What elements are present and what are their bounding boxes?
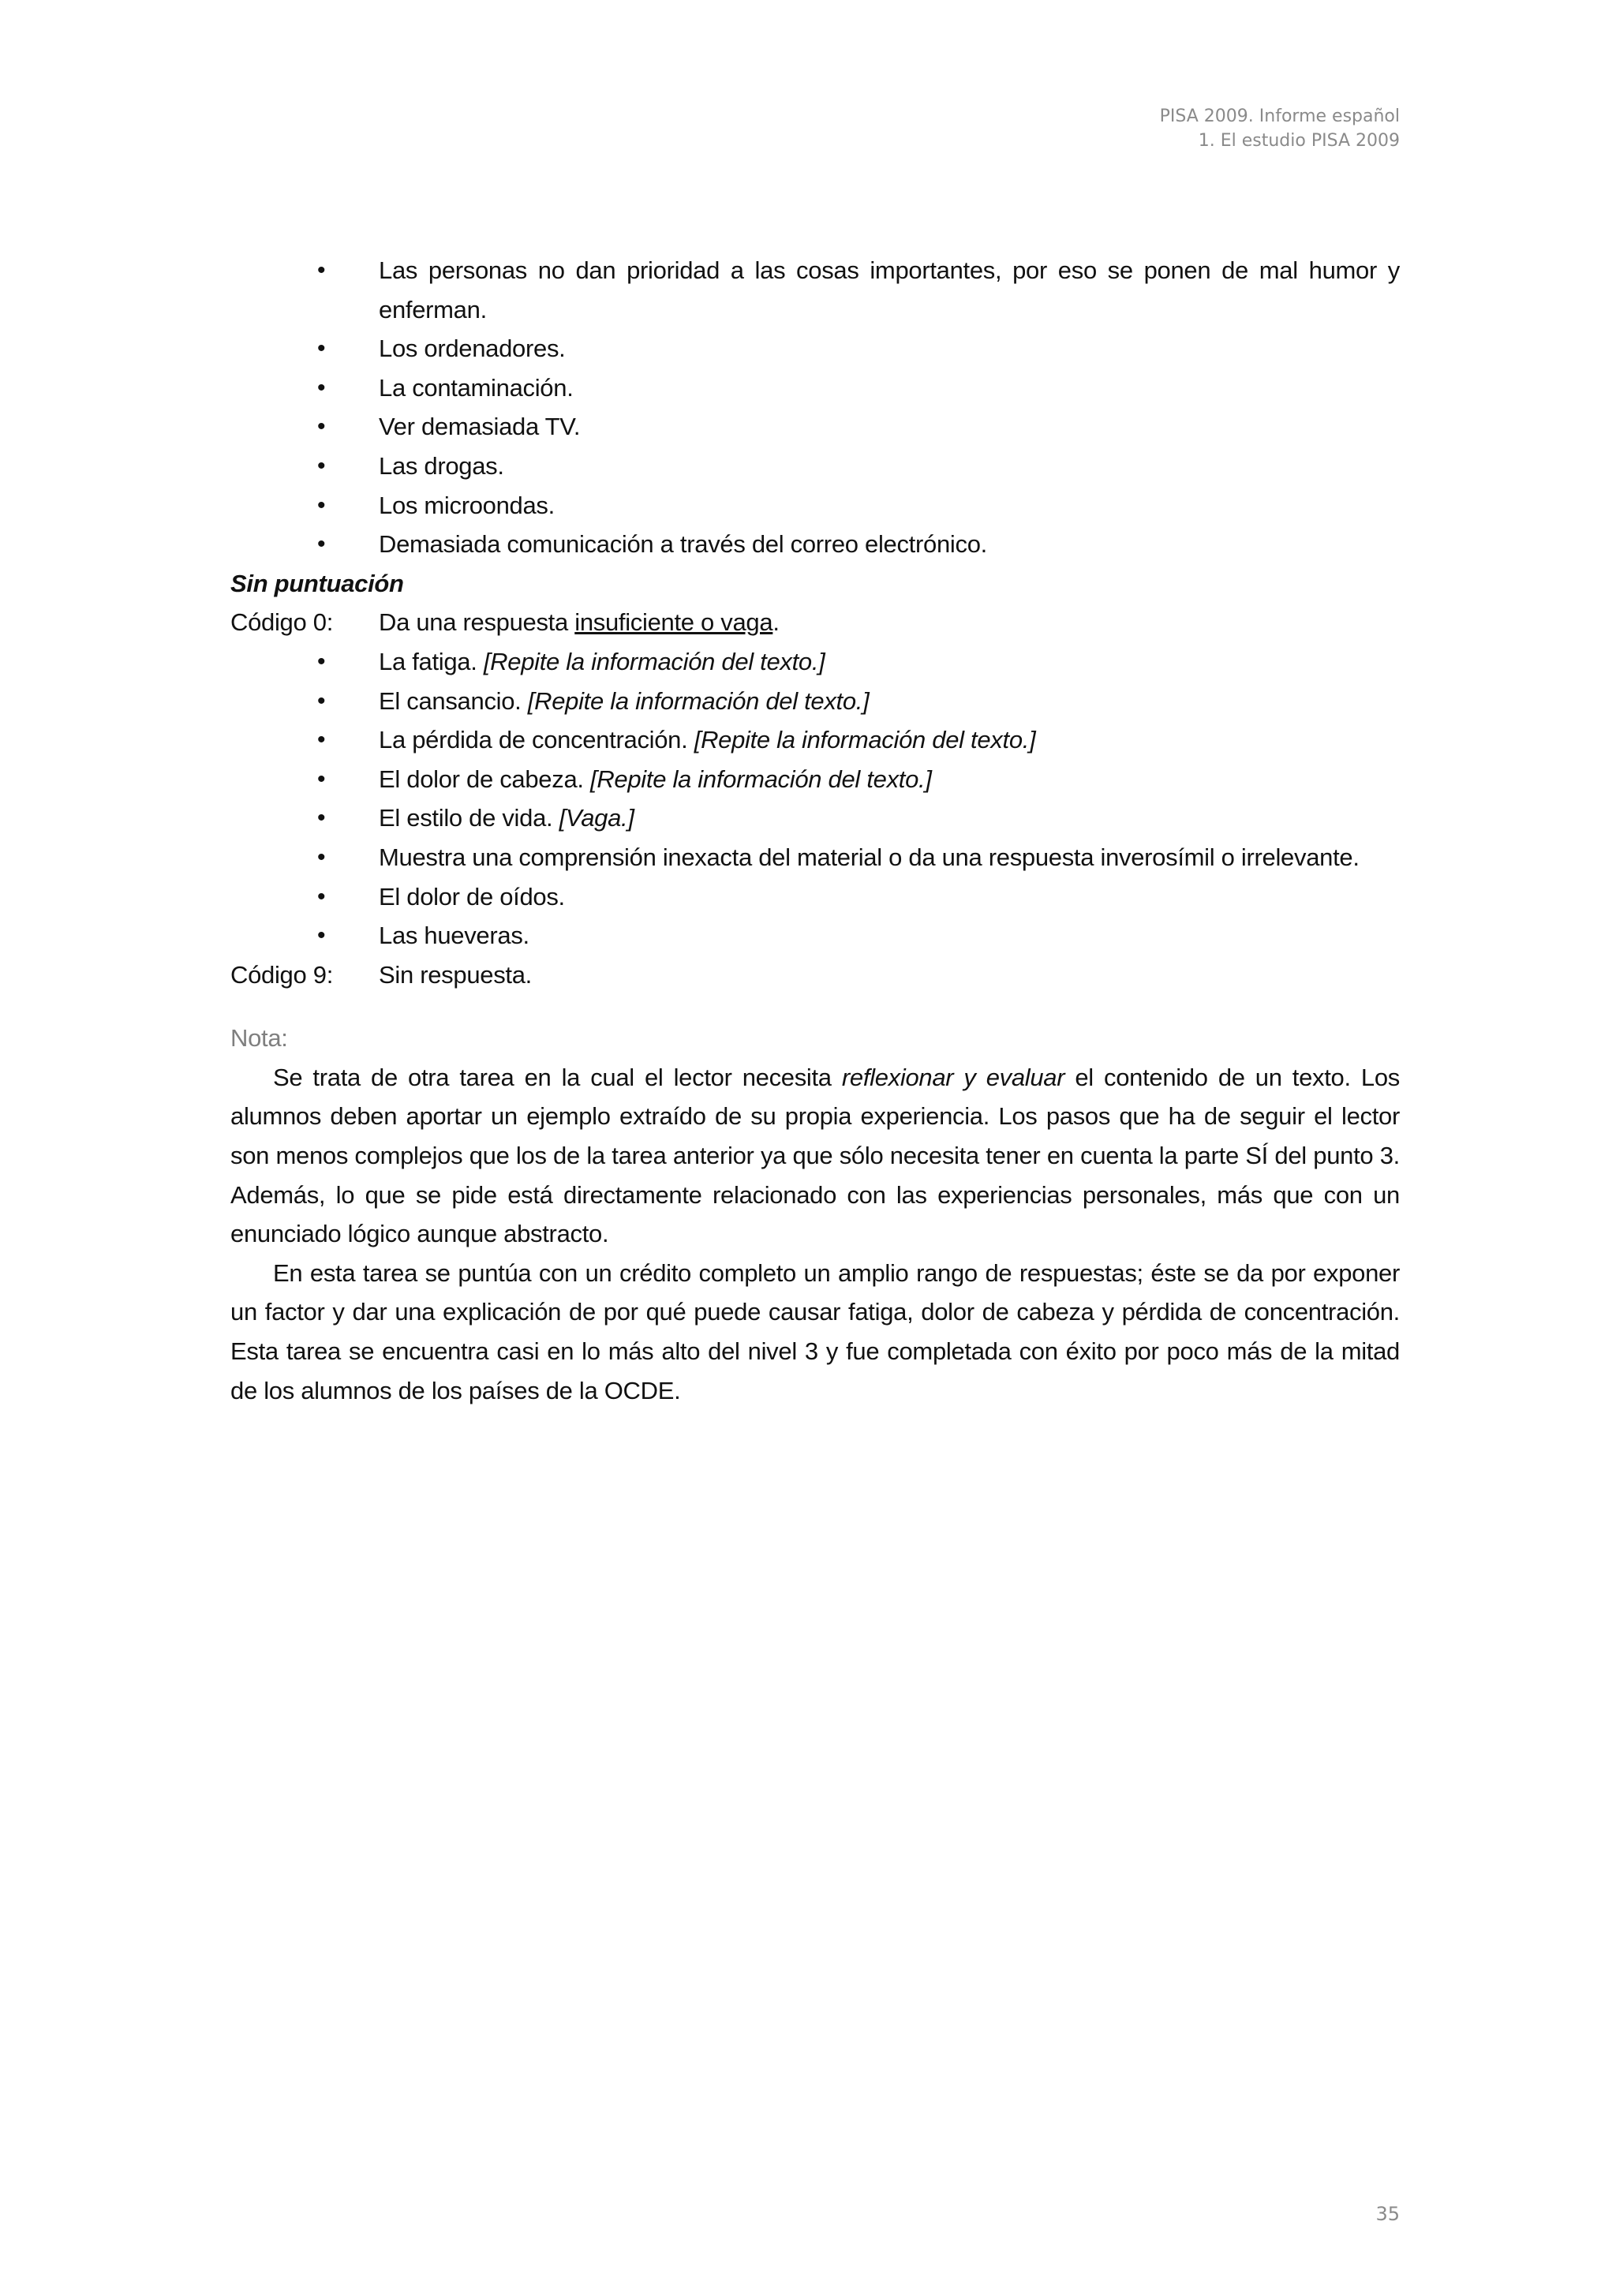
section-title: Sin puntuación bbox=[230, 569, 404, 597]
nota-heading: Nota: bbox=[230, 1024, 288, 1053]
list-item: • Muestra una comprensión inexacta del material o da una respuesta inverosímil o irrelevante. bbox=[230, 838, 1400, 877]
bullet-icon: • bbox=[317, 765, 326, 792]
bullet-icon: • bbox=[317, 492, 326, 518]
bullet-icon: • bbox=[317, 805, 326, 832]
code-0-bullet-list bbox=[230, 642, 1400, 955]
bullet-icon: • bbox=[317, 257, 326, 283]
nota-paragraph-1: Se trata de otra tarea en la cual el lector necesita reflexionar y evaluar el contenido de un texto. Los alumnos deben aportar un ejemplo extraído de su propia experiencia. Los pasos que ha de seguir el lector son menos complejos que los de la tarea anterior ya que sólo necesita tener en cuenta la parte SÍ del punto 3. Además, lo que se pide está directamente relacionado con las experiencias personales, más que con un enunciado lógico aunque abstracto. bbox=[230, 1063, 1400, 1248]
header-line-2: 1. El estudio PISA 2009 bbox=[1198, 131, 1400, 151]
code-0-text-after: . bbox=[772, 608, 780, 637]
list-item: • La contaminación. bbox=[230, 368, 1400, 408]
list-item: • Demasiada comunicación a través del correo electrónico. bbox=[230, 525, 1400, 564]
bullet-icon: • bbox=[317, 413, 326, 440]
bullet-list-top bbox=[230, 251, 1400, 564]
list-item: • Las drogas. bbox=[230, 447, 1400, 486]
bullet-icon: • bbox=[317, 687, 326, 714]
list-item: • Las hueveras. bbox=[230, 916, 1400, 955]
bullet-icon: • bbox=[317, 883, 326, 910]
bullet-icon: • bbox=[317, 648, 326, 675]
bullet-icon: • bbox=[317, 727, 326, 753]
list-item: • El dolor de oídos. bbox=[230, 877, 1400, 917]
main-body bbox=[230, 251, 1400, 1410]
list-item: • La pérdida de concentración. [Repite la información del texto.] bbox=[230, 720, 1400, 760]
list-item: • Los microondas. bbox=[230, 486, 1400, 525]
list-item: • La fatiga. [Repite la información del texto.] bbox=[230, 642, 1400, 682]
list-item: • Las personas no dan prioridad a las cosas importantes, por eso se ponen de mal humor y enferman. bbox=[230, 251, 1400, 329]
list-item: • Los ordenadores. bbox=[230, 329, 1400, 368]
code-0-text-underlined: insuficiente o vaga bbox=[574, 608, 773, 637]
code-9-text: Sin respuesta. bbox=[379, 960, 532, 989]
bullet-icon: • bbox=[317, 922, 326, 949]
code-9-row bbox=[230, 955, 1400, 995]
bullet-icon: • bbox=[317, 531, 326, 558]
bullet-icon: • bbox=[317, 374, 326, 401]
code-0-label: Código 0: bbox=[230, 608, 334, 637]
header-line-1: PISA 2009. Informe español bbox=[1159, 107, 1400, 126]
code-0-row bbox=[230, 603, 1400, 642]
list-item: • El cansancio. [Repite la información del texto.] bbox=[230, 682, 1400, 721]
list-item: • El dolor de cabeza. [Repite la información del texto.] bbox=[230, 760, 1400, 799]
list-item: • Ver demasiada TV. bbox=[230, 407, 1400, 447]
running-header bbox=[1160, 104, 1400, 153]
code-9-label: Código 9: bbox=[230, 960, 334, 989]
code-0-text-before: Da una respuesta bbox=[379, 608, 575, 637]
list-item: • El estilo de vida. [Vaga.] bbox=[230, 798, 1400, 838]
bullet-icon: • bbox=[317, 335, 326, 362]
bullet-icon: • bbox=[317, 452, 326, 479]
nota-paragraph-2: En esta tarea se puntúa con un crédito completo un amplio rango de respuestas; éste se da por exponer un factor y dar una explicación de por qué puede causar fatiga, dolor de cabeza y pérdida de concentración. Esta tarea se encuentra casi en lo más alto del nivel 3 y fue completada con éxito por poco más de la mitad de los alumnos de los países de la OCDE. bbox=[230, 1258, 1400, 1404]
bullet-icon: • bbox=[317, 843, 326, 870]
page-number: 35 bbox=[1375, 2203, 1400, 2225]
